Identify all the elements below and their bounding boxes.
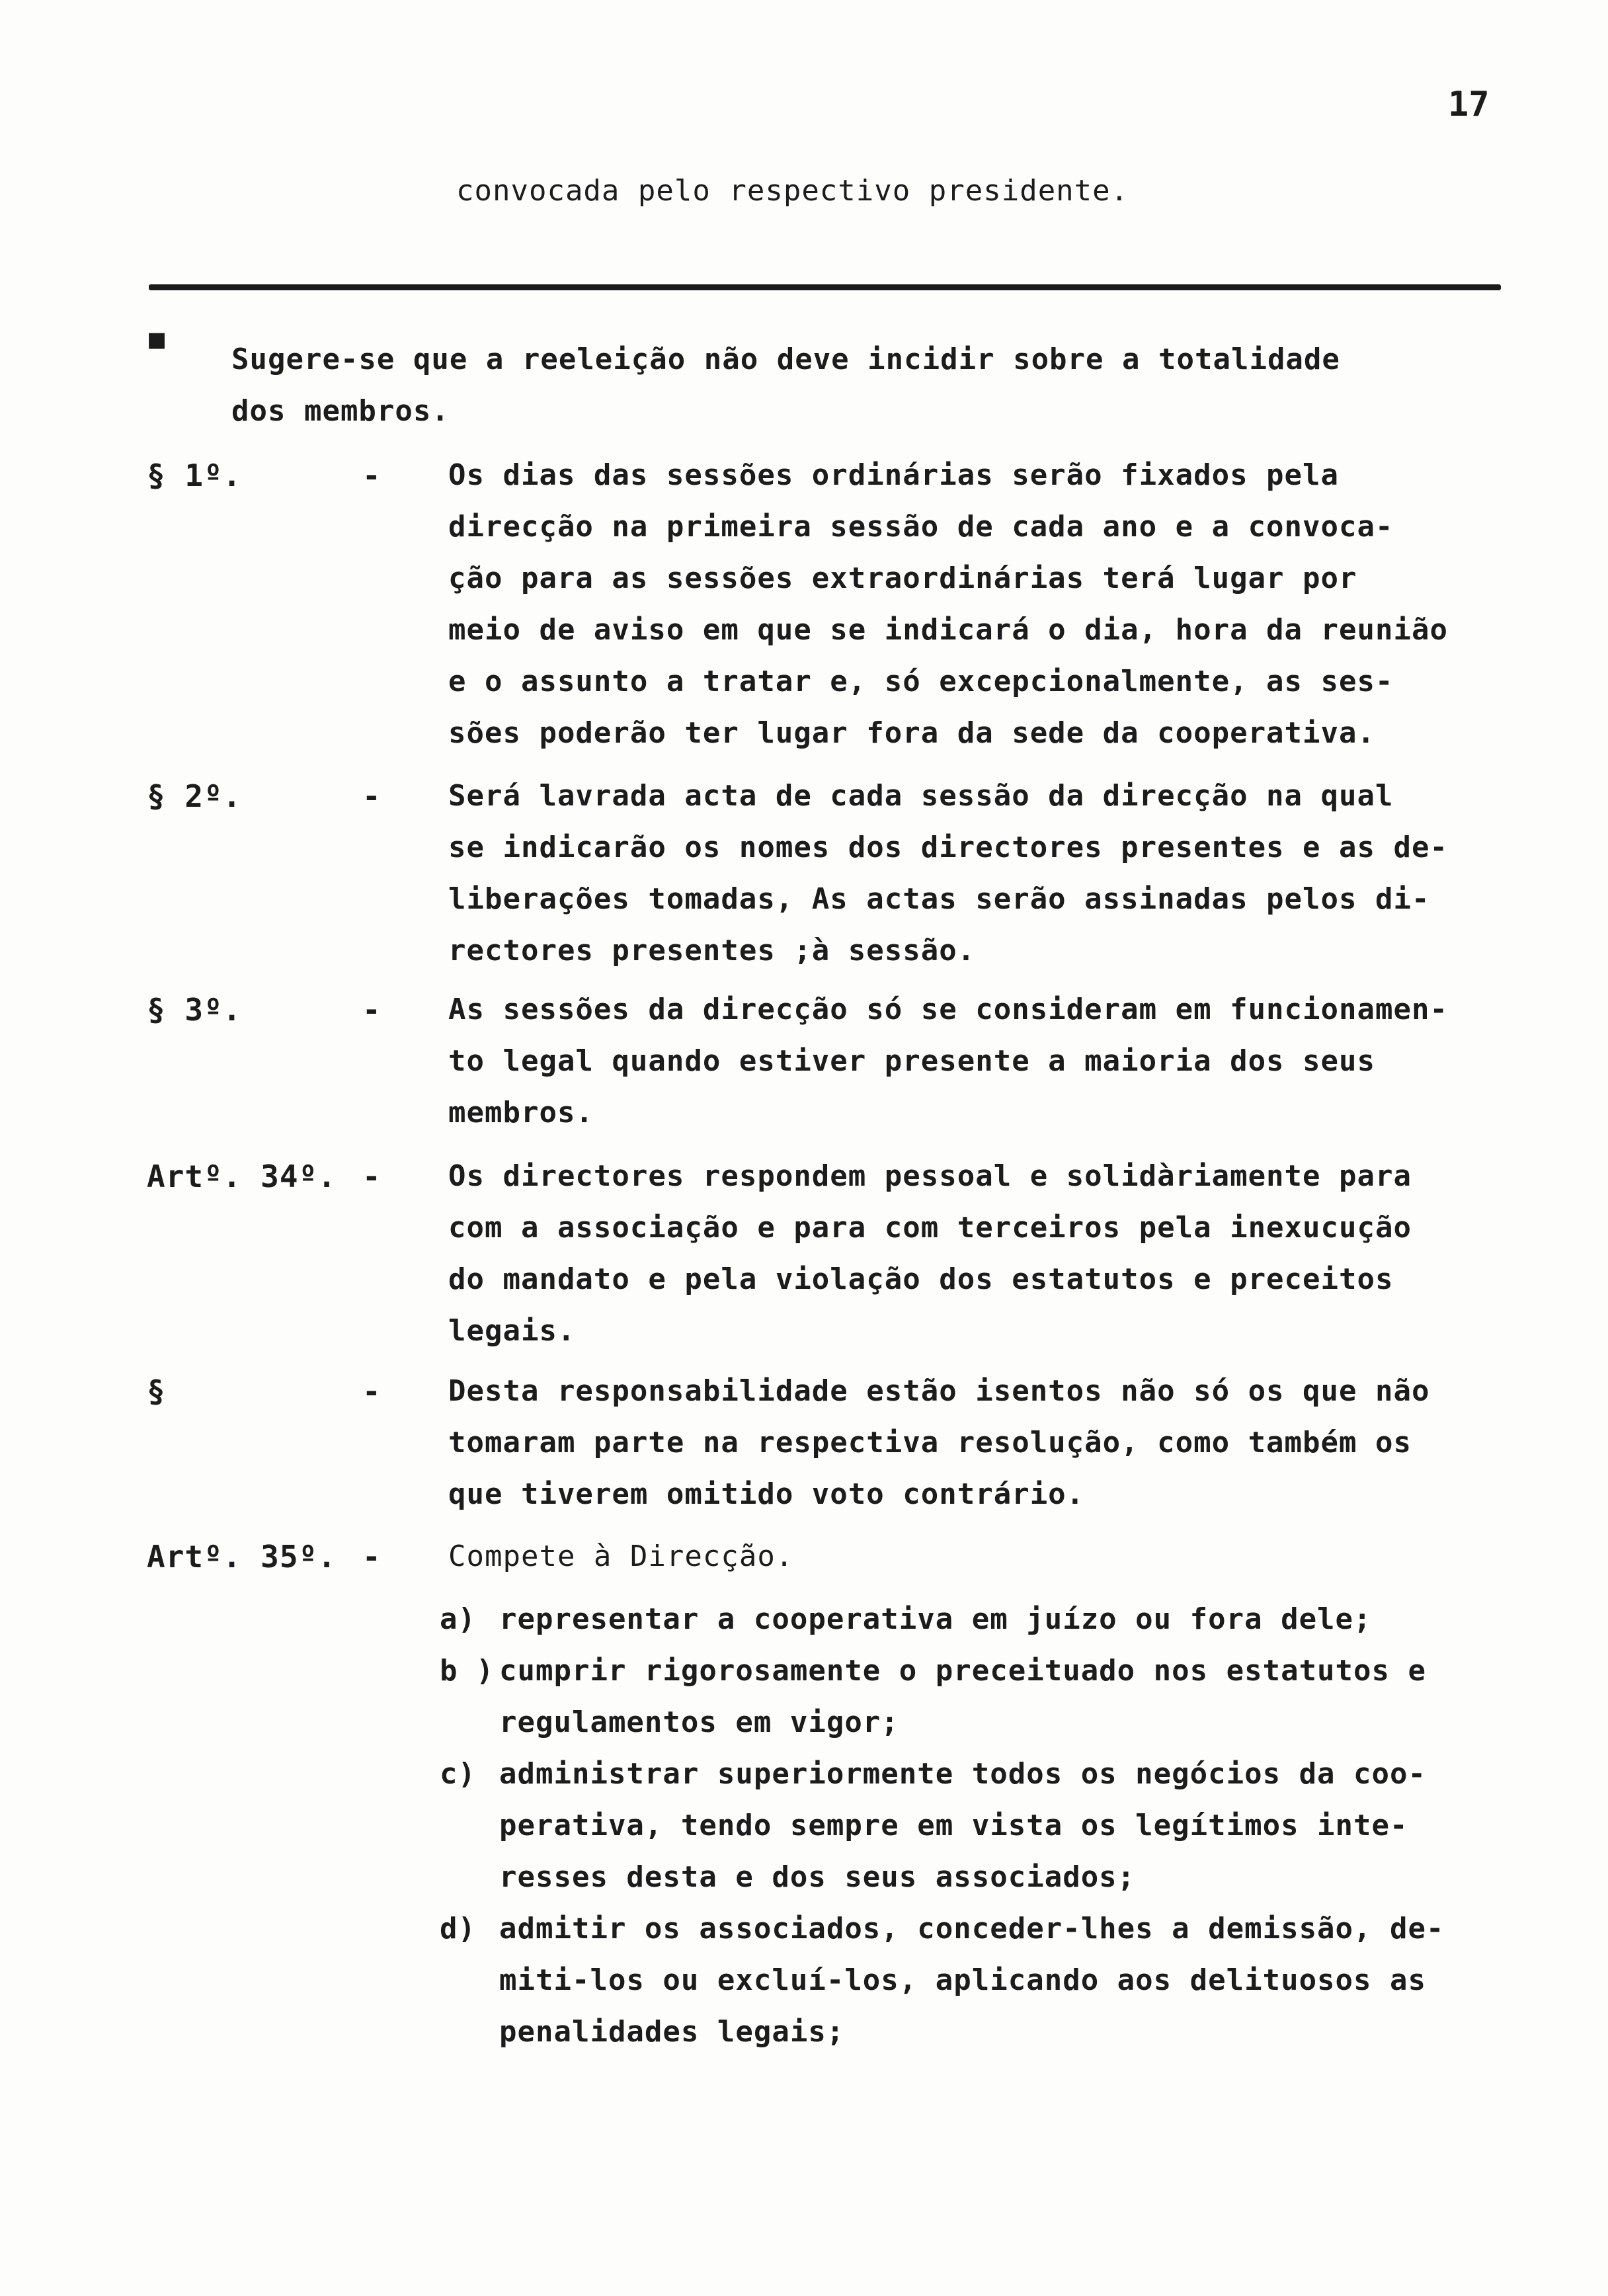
paragraph-line: rectores presentes ;à sessão. [448,934,976,967]
paragraph-label: § 2º. [147,778,242,814]
paragraph-line: Compete à Direcção. [448,1539,794,1573]
paragraph-line: to legal quando estiver presente a maioria dos seus [448,1044,1376,1078]
paragraph-line: As sessões da direcção só se consideram em funcionamen- [448,993,1448,1026]
list-line: representar a cooperativa em juízo ou fora dele; [499,1602,1372,1636]
paragraph-line: membros. [448,1096,594,1129]
paragraph-dash: - [362,992,382,1028]
list-item-text [499,1748,1426,1903]
note-marker: ■ [149,324,165,354]
article-label: Artº. 35º. [147,1539,337,1575]
paragraph-dash: - [362,1159,382,1194]
paragraph-line: do mandato e pela violação dos estatutos e preceitos [448,1262,1394,1296]
list-letter: b ) [440,1654,495,1688]
list-item-text [499,1594,1372,1645]
list-line: resses desta e dos seus associados; [499,1860,1136,1894]
paragraph-text [448,1151,1412,1357]
paragraph-line: Será lavrada acta de cada sessão da direcção na qual [448,779,1394,813]
paragraph-dash: - [362,1374,382,1409]
horizontal-rule [149,284,1501,290]
note-line: Sugere-se que a reeleição não deve incidir sobre a totalidade [231,343,1340,376]
list-line: admitir os associados, conceder-lhes a demissão, de- [499,1912,1445,1946]
list-letter: d) [440,1912,476,1946]
paragraph-text [448,1531,793,1582]
paragraph-line: Os directores respondem pessoal e solidàriamente para [448,1159,1412,1193]
paragraph-text [448,984,1448,1139]
paragraph-line: que tiverem omitido voto contrário. [448,1477,1085,1511]
paragraph-line: e o assunto a tratar e, só excepcionalmente, as ses- [448,665,1394,698]
paragraph-line: liberações tomadas, As actas serão assinadas pelos di- [448,882,1430,916]
paragraph-line: Os dias das sessões ordinárias serão fixados pela [448,458,1340,492]
list-line: cumprir rigorosamente o preceituado nos estatutos e [499,1654,1427,1688]
list-letter: a) [440,1602,476,1636]
list-line: miti-los ou excluí-los, aplicando aos delituosos as [499,1963,1427,1997]
paragraph-line: com a associação e para com terceiros pela inexucução [448,1211,1412,1245]
list-item-text [499,1903,1445,2058]
note-line: dos membros. [231,394,450,428]
intro-line: convocada pelo respectivo presidente. [456,174,1129,208]
paragraph-dash: - [362,1539,382,1575]
list-item-text [499,1645,1426,1748]
list-letter: c) [440,1757,476,1791]
paragraph-label: § 3º. [147,992,242,1028]
list-line: perativa, tendo sempre em vista os legítimos inte- [499,1809,1408,1842]
paragraph-line: tomaram parte na respectiva resolução, como também os [448,1426,1412,1459]
note-text [231,334,1340,437]
paragraph-label: § 1º. [147,458,242,493]
paragraph-line: sões poderão ter lugar fora da sede da cooperativa. [448,716,1376,750]
paragraph-line: meio de aviso em que se indicará o dia, hora da reunião [448,613,1448,647]
paragraph-dash: - [362,778,382,814]
paragraph-line: legais. [448,1314,576,1348]
paragraph-text [448,770,1448,977]
paragraph-line: direcção na primeira sessão de cada ano e a convoca- [448,510,1394,544]
list-line: penalidades legais; [499,2015,845,2049]
paragraph-line: ção para as sessões extraordinárias terá lugar por [448,561,1357,595]
article-label: Artº. 34º. [147,1159,337,1194]
paragraph-line: Desta responsabilidade estão isentos não só os que não [448,1374,1430,1408]
paragraph-text [448,1366,1429,1520]
paragraph-label: § [147,1374,166,1409]
paragraph-text [448,450,1448,759]
page-number: 17 [1448,85,1490,124]
paragraph-dash: - [362,458,382,493]
list-line: regulamentos em vigor; [499,1705,899,1739]
list-line: administrar superiormente todos os negócios da coo- [499,1757,1427,1791]
paragraph-line: se indicarão os nomes dos directores presentes e as de- [448,831,1448,864]
